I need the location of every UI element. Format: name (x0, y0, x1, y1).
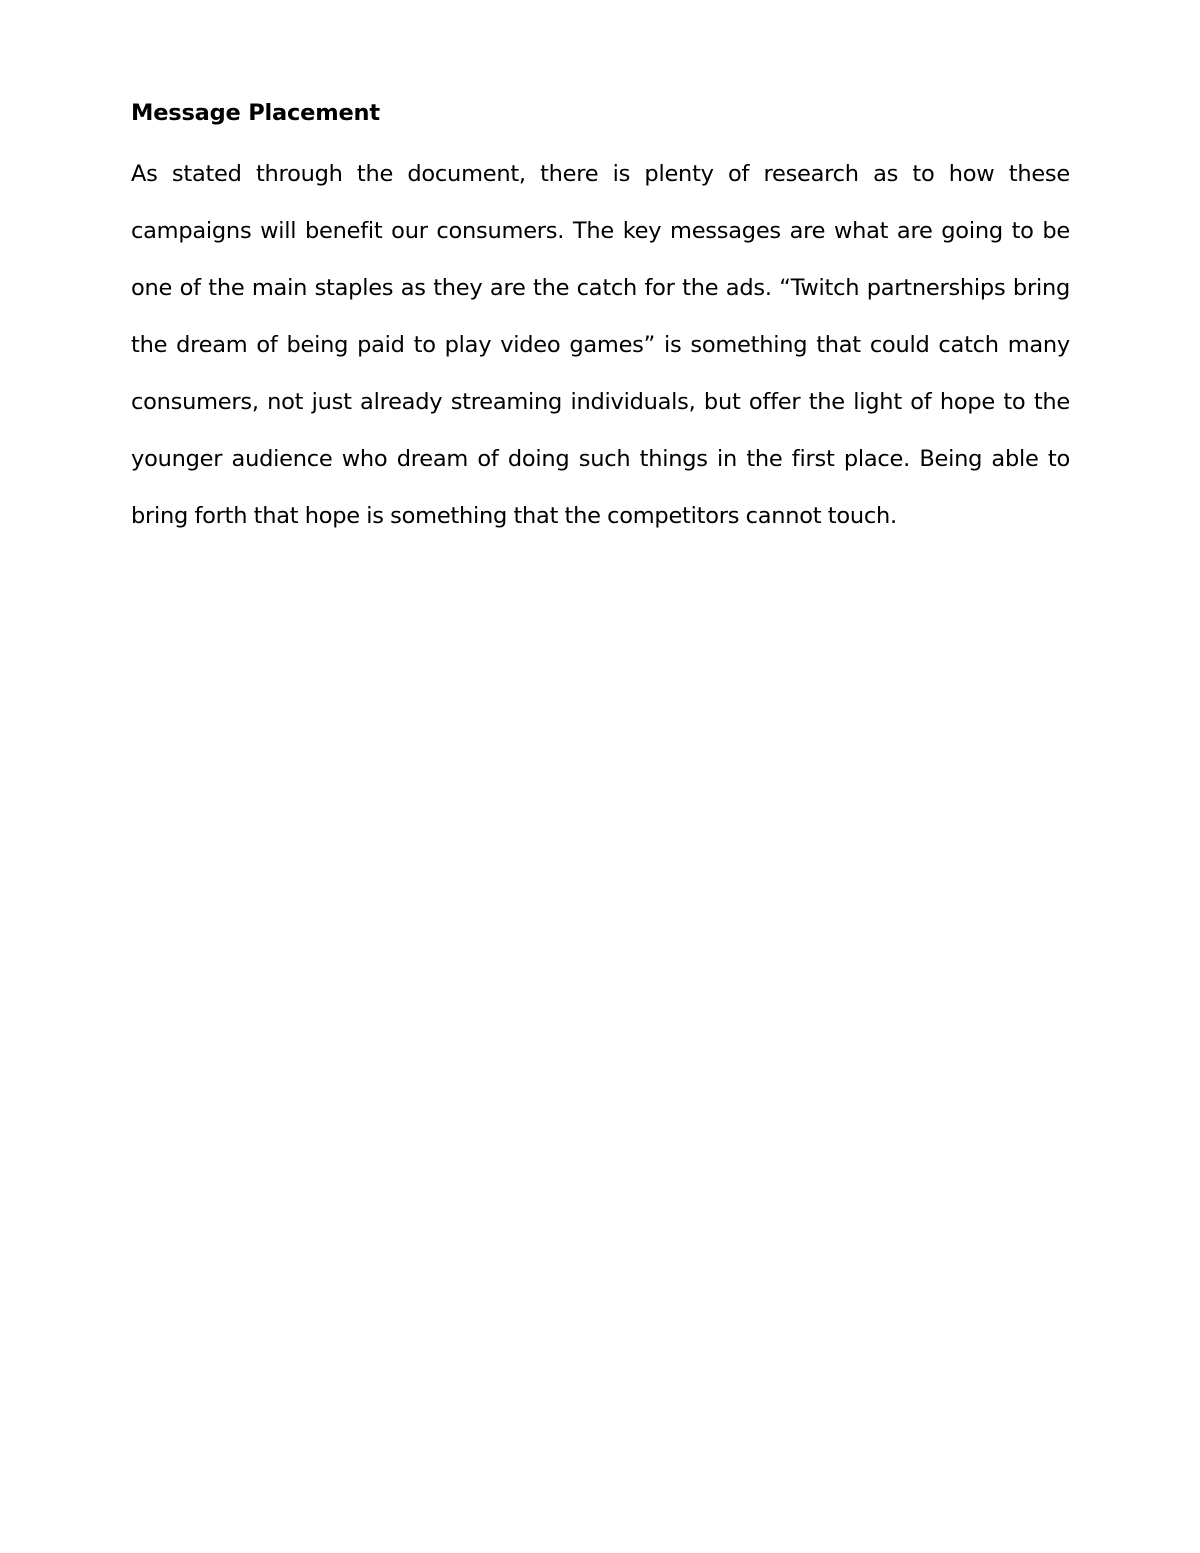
document-content (131, 96, 1070, 545)
section-heading: Message Placement (131, 100, 380, 126)
body-paragraph: As stated through the document, there is plenty of research as to how these campaigns will benefit our consumers. The key messages are what are going to be one of the main staples as they are the catch for the ads. “Twitch partnerships bring the dream of being paid to play video games” is something that could catch many consumers, not just already streaming individuals, but offer the light of hope to the younger audience who dream of doing such things in the first place. Being able to bring forth that hope is something that the competitors cannot touch. (131, 161, 1070, 529)
